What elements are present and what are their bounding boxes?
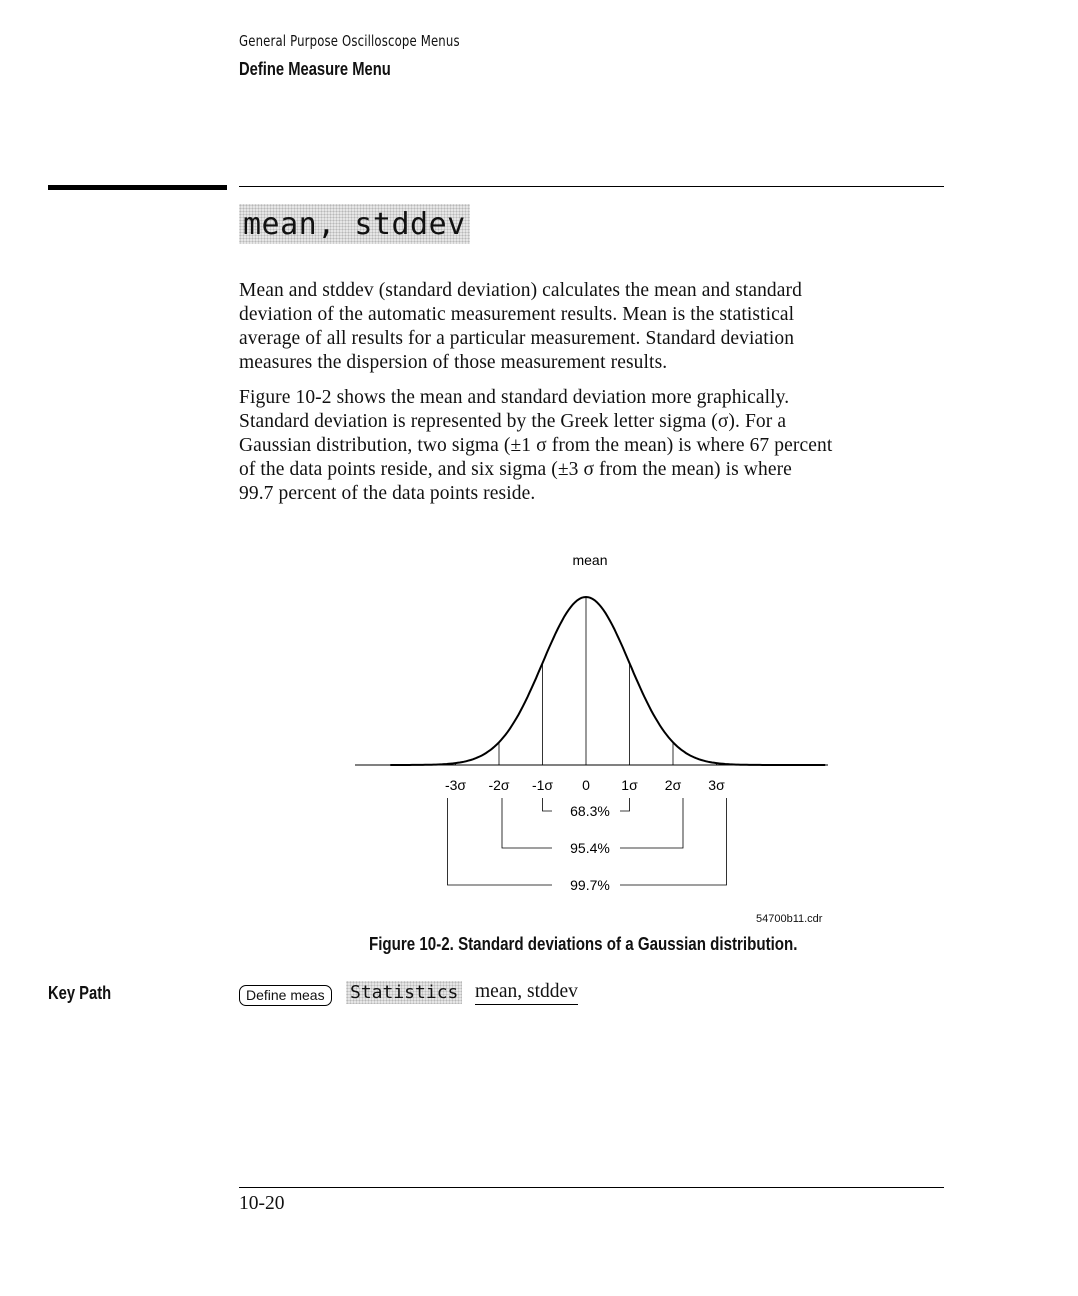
paragraph-line: of the data points reside, and six sigma (±3 σ from the mean) is where bbox=[239, 459, 792, 480]
range-label: 99.7% bbox=[570, 877, 610, 893]
figure-file-id: 54700b11.cdr bbox=[756, 913, 823, 925]
gaussian-curve bbox=[390, 597, 825, 765]
range-bracket-left bbox=[448, 798, 553, 885]
paragraph-line: 99.7 percent of the data points reside. bbox=[239, 483, 536, 504]
paragraph-intro bbox=[239, 279, 939, 375]
tick-label: -1σ bbox=[531, 777, 554, 793]
tick-label: 0 bbox=[582, 777, 590, 793]
paragraph-line: Standard deviation is represented by the Greek letter sigma (σ). For a bbox=[239, 411, 787, 432]
paragraph-figure-description bbox=[239, 386, 939, 506]
statistics-softkey: Statistics bbox=[346, 981, 462, 1004]
running-header-subsection: Define Measure Menu bbox=[239, 59, 391, 79]
tick-label: -2σ bbox=[488, 777, 510, 793]
key-path-label: Key Path bbox=[48, 983, 112, 1003]
paragraph-line: Gaussian distribution, two sigma (±1 σ from the mean) is where 67 percent bbox=[239, 435, 833, 456]
paragraph-line: deviation of the automatic measurement results. Mean is the statistical bbox=[239, 304, 795, 325]
key-path-item: mean, stddev bbox=[475, 981, 578, 1005]
range-bracket-left bbox=[502, 798, 552, 848]
range-label: 68.3% bbox=[570, 803, 610, 819]
tick-label: -3σ bbox=[444, 777, 467, 793]
paragraph-line: Mean and stddev (standard deviation) calculates the mean and standard bbox=[239, 280, 802, 301]
section-rule-thick bbox=[48, 185, 227, 190]
gaussian-figure bbox=[340, 545, 840, 905]
paragraph-line: measures the dispersion of those measurement results. bbox=[239, 352, 668, 373]
chart-title: mean bbox=[572, 552, 608, 568]
tick-label: 1σ bbox=[621, 777, 638, 793]
page-title-softkey: mean, stddev bbox=[239, 204, 470, 244]
footer-rule bbox=[239, 1187, 944, 1188]
figure-caption: Figure 10-2. Standard deviations of a Gaussian distribution. bbox=[369, 934, 798, 954]
paragraph-line: Figure 10-2 shows the mean and standard deviation more graphically. bbox=[239, 387, 790, 408]
page-number: 10-20 bbox=[239, 1193, 285, 1214]
range-bracket-right bbox=[620, 798, 727, 885]
range-bracket-left bbox=[543, 798, 553, 811]
section-rule-thin bbox=[239, 186, 944, 187]
paragraph-line: average of all results for a particular measurement. Standard deviation bbox=[239, 328, 795, 349]
tick-label: 2σ bbox=[664, 777, 682, 793]
running-header-section: General Purpose Oscilloscope Menus bbox=[239, 32, 460, 50]
range-label: 95.4% bbox=[570, 840, 610, 856]
range-bracket-right bbox=[620, 798, 630, 811]
define-meas-hardkey: Define meas bbox=[239, 985, 332, 1006]
tick-label: 3σ bbox=[708, 777, 725, 793]
